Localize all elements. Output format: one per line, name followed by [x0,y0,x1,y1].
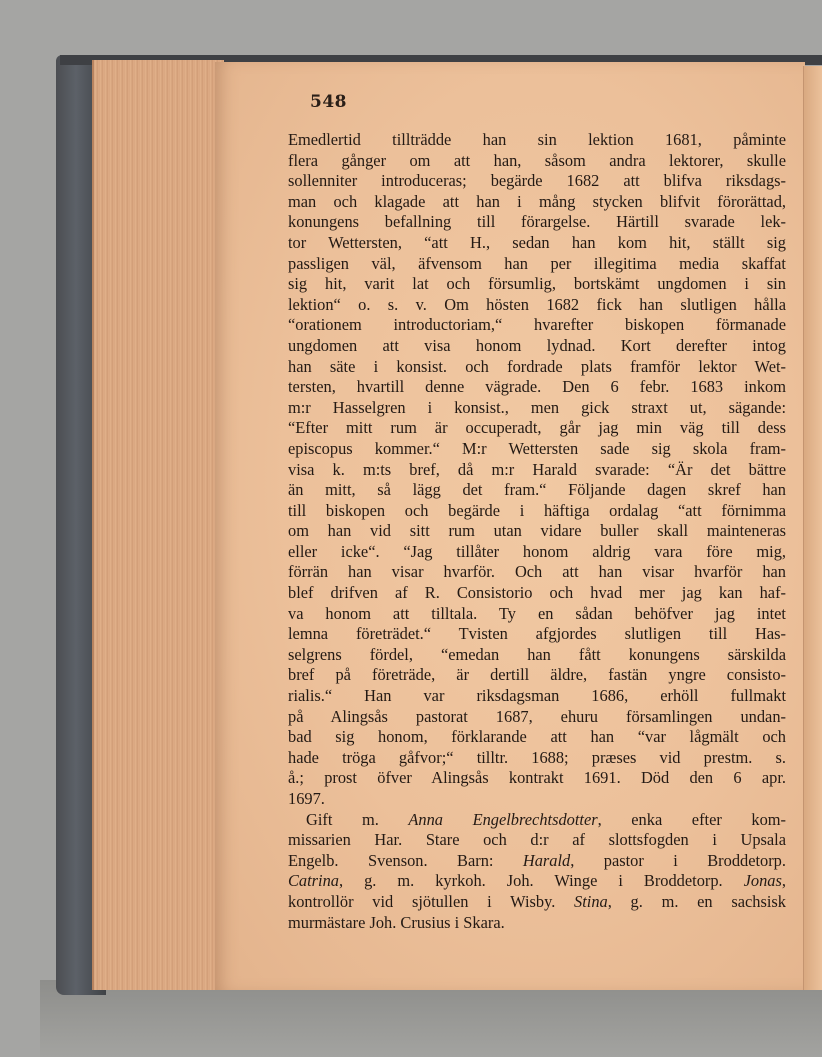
text-fragment: kontrollör vid sjötullen i Wisby. [288,891,575,911]
table-surface [40,980,822,1057]
facing-page-edge [803,66,822,990]
family-line: murmästare Joh. Crusius i Skara. [288,912,505,932]
text-line: å.; prost öfver Alingsås kontrakt 1691. Död den 6 apr. [288,768,786,788]
text-line: till biskopen och begärde i häftiga ordalag “att förnimma [288,500,786,520]
text-line: visa k. m:ts bref, då m:r Harald svarade: “Är det bättre [288,459,786,479]
page-number: 548 [310,92,347,112]
text-line: på Alingsås pastorat 1687, ehuru församlingen undan- [288,706,786,726]
text-line: episcopus kommer.“ M:r Wettersten sade sig skola fram- [288,438,786,458]
text-fragment: , g. m. kyrkoh. Joh. Winge i Broddetorp. [339,871,744,891]
child-name: Stina [574,891,608,911]
family-line [288,810,786,831]
text-line: selgrens fördel, “emedan han fått konungens särskilda [288,644,786,664]
text-line: blef drifven af R. Consistorio och hvad mer jag kan haf- [288,583,786,603]
text-line: bad sig honom, förklarande att han “var lågmält och [288,727,786,747]
text-line: m:r Hasselgren i konsist., men gick straxt ut, sägande: [288,397,786,417]
text-fragment: , enka efter kom- [597,809,786,829]
text-fragment: , [781,871,786,891]
family-line [288,871,786,892]
text-line: sig hit, varit lat och försumlig, bortskämt ungdomen i sin [288,274,786,294]
text-line: han säte i konsist. och fordrade plats framför lektor Wet- [288,356,786,376]
text-line: va honom att tilltala. Ty en sådan behöfver jag intet [288,603,786,623]
family-line [288,851,786,872]
text-fragment: Gift m. [306,809,409,829]
text-line: “orationem introductoriam,“ hvarefter biskopen förmanade [288,315,786,335]
text-line: man och klagade att han i mång stycken blifvit förorättad, [288,191,786,211]
text-line: förrän han visar hvarför. Och att han visar hvarför han [288,562,786,582]
family-line [288,892,786,913]
text-line: konungens befallning till förargelse. Härtill svarade lek- [288,212,786,232]
text-line: lemna företrädet.“ Tvisten afgjordes slutligen till Has- [288,624,786,644]
child-name: Harald [522,850,571,870]
text-line: eller icke“. “Jag tillåter honom aldrig vara före mig, [288,541,786,561]
text-line: flera gånger om att han, såsom andra lektorer, skulle [288,150,786,170]
spouse-name: Anna Engelbrechtsdotter [408,809,598,829]
text-line: “Efter mitt rum är occuperadt, går jag min väg till dess [288,418,786,438]
text-line: tersten, hvartill denne vägrade. Den 6 febr. 1683 inkom [288,377,786,397]
text-line: sollenniter introduceras; begärde 1682 att blifva riksdags- [288,171,786,191]
text-line: tor Wettersten, “att H., sedan han kom hit, ställt sig [288,232,786,252]
text-line: passligen väl, äfvensom han per illegitima media skaffat [288,253,786,273]
text-fragment: Engelb. Svenson. Barn: [288,850,523,870]
page-edges-stack [92,60,224,990]
page-body-text [288,130,786,933]
text-line: 1697. [288,789,325,808]
child-name: Catrina [288,871,340,891]
text-line: Emedlertid tillträdde han sin lektion 1681, påminte [288,130,786,149]
text-fragment: , g. m. en sachsisk [607,891,786,911]
text-fragment: , pastor i Broddetorp. [570,850,786,870]
family-line: missarien Har. Stare och d:r af slottsfogden i Upsala [288,830,786,850]
text-line: lektion“ o. s. v. Om hösten 1682 fick han slutligen hålla [288,294,786,314]
text-line: ungdomen att visa honom lydnad. Kort derefter intog [288,335,786,355]
text-line: rialis.“ Han var riksdagsman 1686, erhöll fullmakt [288,686,786,706]
text-line: bref på företräde, är dertill äldre, fastän yngre consisto- [288,665,786,685]
text-line: än mitt, så lägg det fram.“ Följande dagen skref han [288,480,786,500]
text-line: hade tröga gåfvor;“ tilltr. 1688; præses vid prestm. s. [288,747,786,767]
text-line: om han vid sitt rum utan vidare buller skall mainteneras [288,521,786,541]
child-name: Jonas [743,871,782,891]
